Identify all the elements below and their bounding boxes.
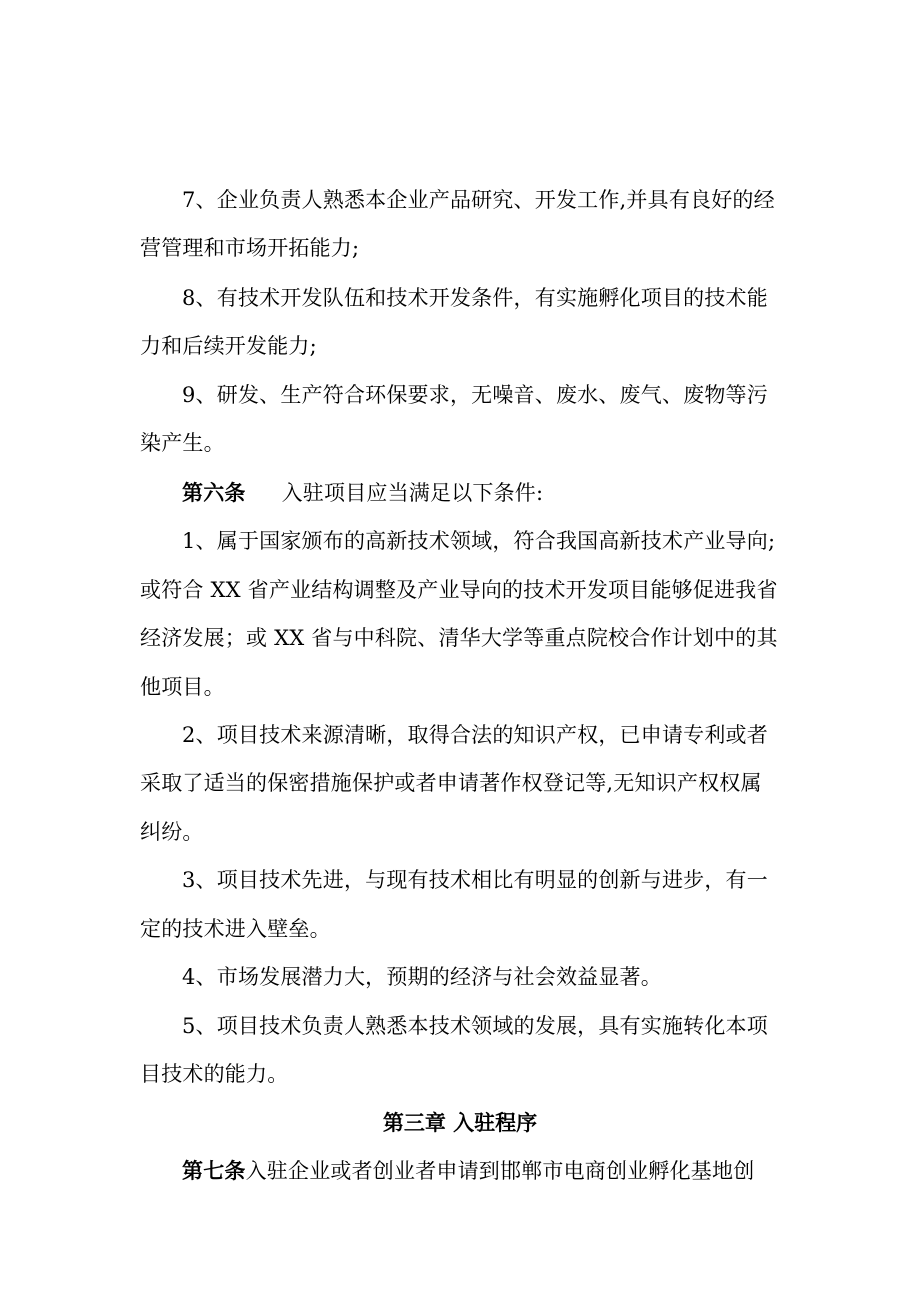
condition-1-line-1: 1、属于国家颁布的高新技术领域，符合我国高新技术产业导向; <box>182 529 776 553</box>
condition-1-line-4: 他项目。 <box>140 675 225 699</box>
item-7-line-1: 7、企业负责人熟悉本企业产品研究、开发工作,并具有良好的经 <box>182 188 775 212</box>
condition-2-line-2: 采取了适当的保密措施保护或者申请著作权登记等,无知识产权权属 <box>140 771 762 795</box>
article-6-text: 入驻项目应当满足以下条件: <box>281 481 544 505</box>
item-7-line-2: 营管理和市场开拓能力; <box>140 236 360 260</box>
item-8-line-1: 8、有技术开发队伍和技术开发条件，有实施孵化项目的技术能 <box>182 286 768 310</box>
article-7-text: 入驻企业或者创业者申请到邯郸市电商创业孵化基地创 <box>245 1159 755 1183</box>
item-9-line-1: 9、研发、生产符合环保要求，无噪音、废水、废气、废物等污 <box>182 383 768 407</box>
condition-2-line-1: 2、项目技术来源清晰，取得合法的知识产权，已申请专利或者 <box>182 723 768 747</box>
condition-3-line-2: 定的技术进入壁垒。 <box>140 917 331 941</box>
article-6-heading <box>182 479 785 507</box>
article-7-line-1 <box>182 1157 785 1185</box>
condition-1-line-2: 或符合 XX 省产业结构调整及产业导向的技术开发项目能够促进我省 <box>140 578 778 602</box>
item-8-line-2: 力和后续开发能力; <box>140 334 317 358</box>
article-6-label: 第六条 <box>182 481 246 505</box>
chapter-3-title: 第三章 入驻程序 <box>382 1111 538 1135</box>
condition-3-line-1: 3、项目技术先进，与现有技术相比有明显的创新与进步，有一 <box>182 868 768 892</box>
condition-2-line-3: 纠纷。 <box>140 820 204 844</box>
condition-4-line-1: 4、市场发展潜力大，预期的经济与社会效益显著。 <box>182 965 662 989</box>
article-7-label: 第七条 <box>182 1159 246 1183</box>
condition-5-line-1: 5、项目技术负责人熟悉本技术领域的发展，具有实施转化本项 <box>182 1014 768 1038</box>
condition-5-line-2: 目技术的能力。 <box>140 1062 289 1086</box>
condition-1-line-3: 经济发展；或 XX 省与中科院、清华大学等重点院校合作计划中的其 <box>140 626 778 650</box>
item-9-line-2: 染产生。 <box>140 431 225 455</box>
